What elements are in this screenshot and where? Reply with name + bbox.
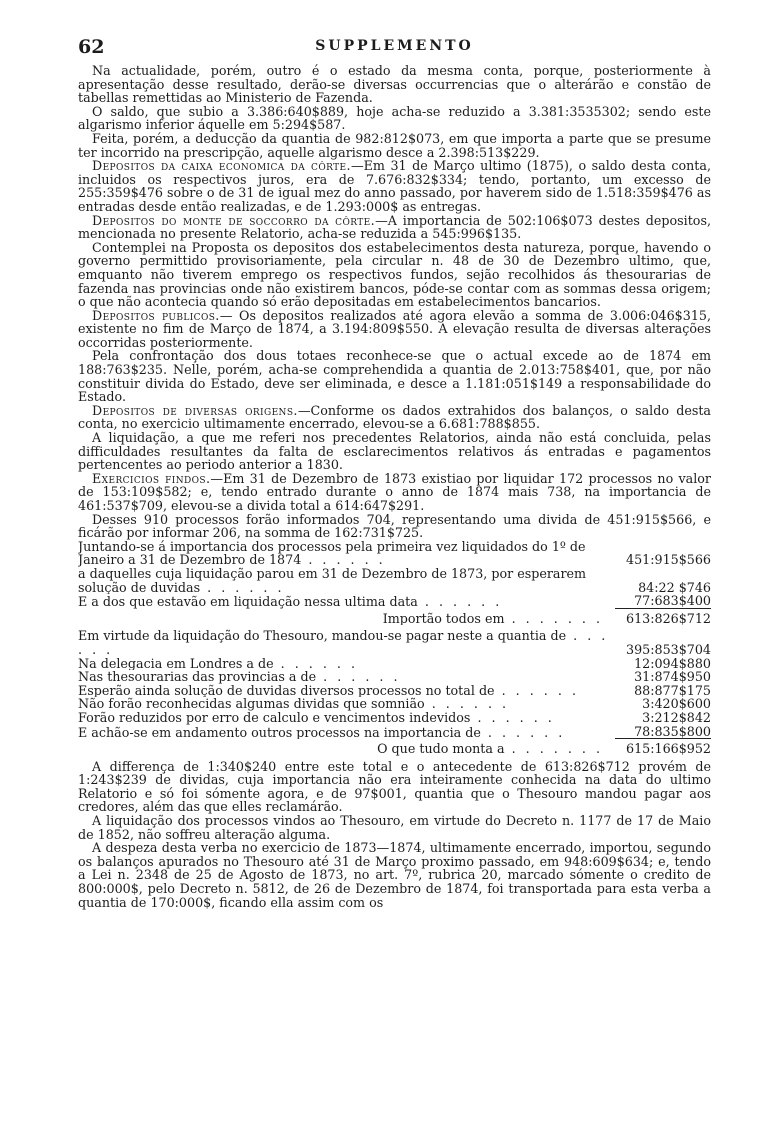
total-label-text: O que tudo monta a — [377, 742, 505, 756]
row-label — [78, 657, 615, 671]
paragraph-text: A liquidação dos processos vindos ao Thesouro, em virtude do Decreto n. 1177 de 17 de Maio de 1852, não soffreu alteração alguma. — [78, 813, 711, 842]
row-amount: 78:835$800 — [615, 725, 711, 740]
table-row — [78, 684, 711, 698]
row-label-text: a daquelles cuja liquidação parou em 31 de Dezembro de 1873, por esperarem solução de duvidas — [78, 566, 587, 595]
paragraph — [78, 349, 711, 403]
paragraph-text: — Os depositos realizados até agora elevão a somma de 3.006:046$315, existente no fim de Março de 1874, a 3.194:809$550. A elevação resulta de diversas alterações occorridas posteriormente. — [78, 307, 712, 350]
paragraph-text: —Conforme os dados extrahidos dos balanços, o saldo desta conta, no exercicio ultimamente encerrado, elevou-se a 6.681:788$855. — [78, 402, 711, 432]
table-row — [78, 567, 711, 594]
table-row — [78, 725, 711, 740]
page-number: 62 — [78, 36, 105, 58]
body-paragraphs — [78, 64, 711, 540]
row-label — [78, 629, 615, 656]
paragraph — [78, 814, 711, 841]
row-amount: 77:683$400 — [615, 594, 711, 609]
row-label-text: Juntando-se á importancia dos processos pela primeira vez liquidados do 1º de Janeiro a 31 de Dezembro de 1874 — [78, 539, 586, 567]
total-amount: 613:826$712 — [626, 610, 711, 626]
paragraph-text: Contemplei na Proposta os depositos dos estabelecimentos desta natureza, porque, havendo o governo permittido provisoriamente, pela circular n. 48 de 30 de Dezembro ultimo, que, emquanto não tiverem emprego os respectivos fundos, sejão recolhidos ás thesourarias de fazenda nas provincias onde não existirem bancos, póde-se contar com as sommas dessa origem; o que não acontecia quando só erão depositadas em estabelecimentos bancarios. — [78, 239, 711, 310]
paragraph — [78, 760, 711, 814]
page-header — [78, 36, 711, 58]
leader-dots: . . . . . . — [480, 725, 566, 740]
paragraph-text: A despeza desta verba no exercicio de 1873—1874, ultimamente encerrado, importou, segundo os balanços apurados no Thesouro até 31 de Março proximo passado, em 948:609$634; e, tendo a Lei n. 2348 de 25 de Agosto de 1873, no art. 7º, rubrica 20, marcado sómente o credito de 800:000$, pelo Decreto n. 5812, de 26 de Dezembro de 1874, foi transportada para esta verba a quantia de 170:000$, ficando ella assim com os — [78, 840, 711, 910]
leader-dots: . . . . . . — [78, 629, 609, 657]
table-row — [78, 657, 711, 671]
paragraph — [78, 841, 711, 909]
row-label — [78, 711, 615, 725]
row-label — [78, 595, 615, 609]
row-amount: 395:853$704 — [626, 641, 711, 657]
leader-dots: . . . . . . — [494, 683, 579, 698]
leader-dots: . . . . . . — [273, 656, 359, 671]
row-label — [78, 726, 615, 740]
table-row — [78, 711, 711, 725]
paragraph — [78, 472, 711, 513]
paragraph-text: —Em 31 de Março ultimo (1875), o saldo desta conta, incluidos os respectivos juros, era de 7.676:832$334; tendo, portanto, um excesso de 255:359$476 sobre o de 31 de igual mez do anno passado, por haverem sido de 1.518:359$476 as entradas desde então realizadas, e de 1.293:000$ as entregas. — [78, 158, 712, 214]
row-label-text: Esperão ainda solução de duvidas diversos processos no total de — [78, 683, 495, 698]
table-row — [78, 697, 711, 711]
paragraph — [78, 214, 711, 241]
row-amount: 84:22 $746 — [638, 579, 711, 595]
paragraph — [78, 64, 711, 105]
paragraph — [78, 431, 711, 472]
leader-dots: . . . . . . — [316, 670, 401, 684]
paragraph — [78, 105, 711, 132]
row-label-text: Na delegacia em Londres a de — [78, 656, 274, 671]
section-lead: Exercicios findos. — [92, 470, 211, 486]
total-row — [78, 742, 711, 756]
section-lead: Depositos de diversas origens. — [92, 402, 298, 418]
liquidation-summary-table — [78, 540, 711, 626]
total-label — [78, 612, 615, 626]
document-page — [78, 36, 711, 909]
leader-dots: . . . . . . — [417, 595, 503, 609]
paragraph-text: —Em 31 de Dezembro de 1873 existiao por liquidar 172 processos no valor de 153:109$582; e, tendo entrado durante o anno de 1874 mais 738, na importancia de 461:537$709, elevou-se a divida total a 614:647$291. — [78, 470, 711, 513]
paragraph-text: Feita, porém, a deducção da quantia de 982:812$073, em que importa a parte que se presume ter incorrido na prescripção, aquelle algarismo desce a 2.398:513$229. — [78, 130, 711, 160]
row-label-text: Nas thesourarias das provincias a de — [78, 670, 317, 684]
row-label-text: Não forão reconhecidas algumas dividas que somnião — [78, 697, 425, 711]
total-label-text: Importão todos em — [382, 611, 505, 626]
leader-dots: . . . . . . — [470, 710, 555, 725]
paragraph — [78, 241, 711, 309]
row-label — [78, 670, 615, 684]
section-lead: Depositos publicos. — [92, 307, 220, 323]
row-label-text: Forão reduzidos por erro de calculo e vencimentos indevidos — [78, 710, 471, 725]
paragraph — [78, 132, 711, 159]
row-label — [78, 567, 615, 594]
paragraph — [78, 404, 711, 431]
row-label-text: E a dos que estavão em liquidação nessa ultima data — [78, 595, 418, 609]
payment-distribution-table — [78, 629, 711, 755]
section-lead: Depositos do monte de soccorro da côrte. — [92, 212, 376, 228]
row-amount: 451:915$566 — [626, 552, 711, 568]
paragraph-text: Pela confrontação dos dous totaes reconhece-se que o actual excede ao de 1874 em 188:763$235. Nelle, porém, acha-se comprehendida a quantia de 2.013:758$401, que, por não constituir divida do Estado, deve ser eliminada, e desce a 1.181:051$149 a responsabilidade do Estado. — [78, 348, 711, 405]
total-amount: 615:166$952 — [626, 741, 711, 757]
closing-paragraphs — [78, 760, 711, 910]
leader-dots: . . . . . . . — [504, 611, 603, 626]
row-label — [78, 697, 615, 711]
paragraph — [78, 513, 711, 540]
running-head: SUPPLEMENTO — [315, 38, 474, 54]
paragraph-text: Na actualidade, porém, outro é o estado da mesma conta, porque, posteriormente à apresentação desse resultado, derão-se diversas occurrencias que o alterárão e constão de tabellas remettidas ao Ministerio de Fazenda. — [78, 63, 711, 106]
leader-dots: . . . . . . — [200, 579, 285, 595]
paragraph-text: A liquidação, a que me referi nos precedentes Relatorios, ainda não está concluida, pelas difficuldades resultantes da falta de esclarecimentos relativos ás entradas e pagamentos pertencentes ao periodo anterior a 1830. — [78, 430, 711, 473]
row-amount: 3:420$600 — [642, 696, 711, 712]
leader-dots: . . . . . . — [424, 697, 510, 711]
row-amount: 12:094$880 — [634, 655, 711, 671]
row-amount: 88:877$175 — [634, 682, 711, 698]
row-label-text: Em virtude da liquidação do Thesouro, mandou-se pagar neste a quantia de — [78, 629, 567, 644]
total-row — [78, 612, 711, 626]
table-row — [78, 629, 711, 656]
total-label — [78, 742, 615, 756]
row-amount: 31:874$950 — [634, 669, 711, 685]
row-label — [78, 540, 615, 567]
paragraph-text: Desses 910 processos forão informados 704, representando uma divida de 451:915$566, e ficárão por informar 206, na somma de 162:731$725. — [78, 511, 711, 541]
row-label — [78, 684, 615, 698]
paragraph-text: A differença de 1:340$240 entre este total e o antecedente de 613:826$712 provém de 1:243$239 de dividas, cuja importancia não era inteiramente conhecida na data do ultimo Relatorio e só foi sómente agora, e de 97$001, quantia que o Thesouro mandou pagar aos credores, além das que elles reclamárão. — [78, 758, 711, 815]
leader-dots: . . . . . . — [301, 552, 386, 567]
paragraph-text: —A importancia de 502:106$073 destes depositos, mencionada no presente Relatorio, acha-se reduzida a 545:996$135. — [78, 212, 711, 242]
row-label-text: E achão-se em andamento outros processos na importancia de — [78, 725, 481, 740]
paragraph — [78, 159, 711, 213]
table-row — [78, 670, 711, 684]
row-amount: 3:212$842 — [642, 709, 711, 725]
paragraph-text: O saldo, que subio a 3.386:640$889, hoje acha-se reduzido a 3.381:3535302; sendo este algarismo inferior áquelle em 5:294$587. — [78, 103, 711, 133]
section-lead: Depositos da caixa economica da côrte. — [92, 158, 351, 174]
table-row — [78, 594, 711, 609]
leader-dots: . . . . . . . — [504, 742, 603, 756]
paragraph — [78, 309, 711, 350]
table-row — [78, 540, 711, 567]
